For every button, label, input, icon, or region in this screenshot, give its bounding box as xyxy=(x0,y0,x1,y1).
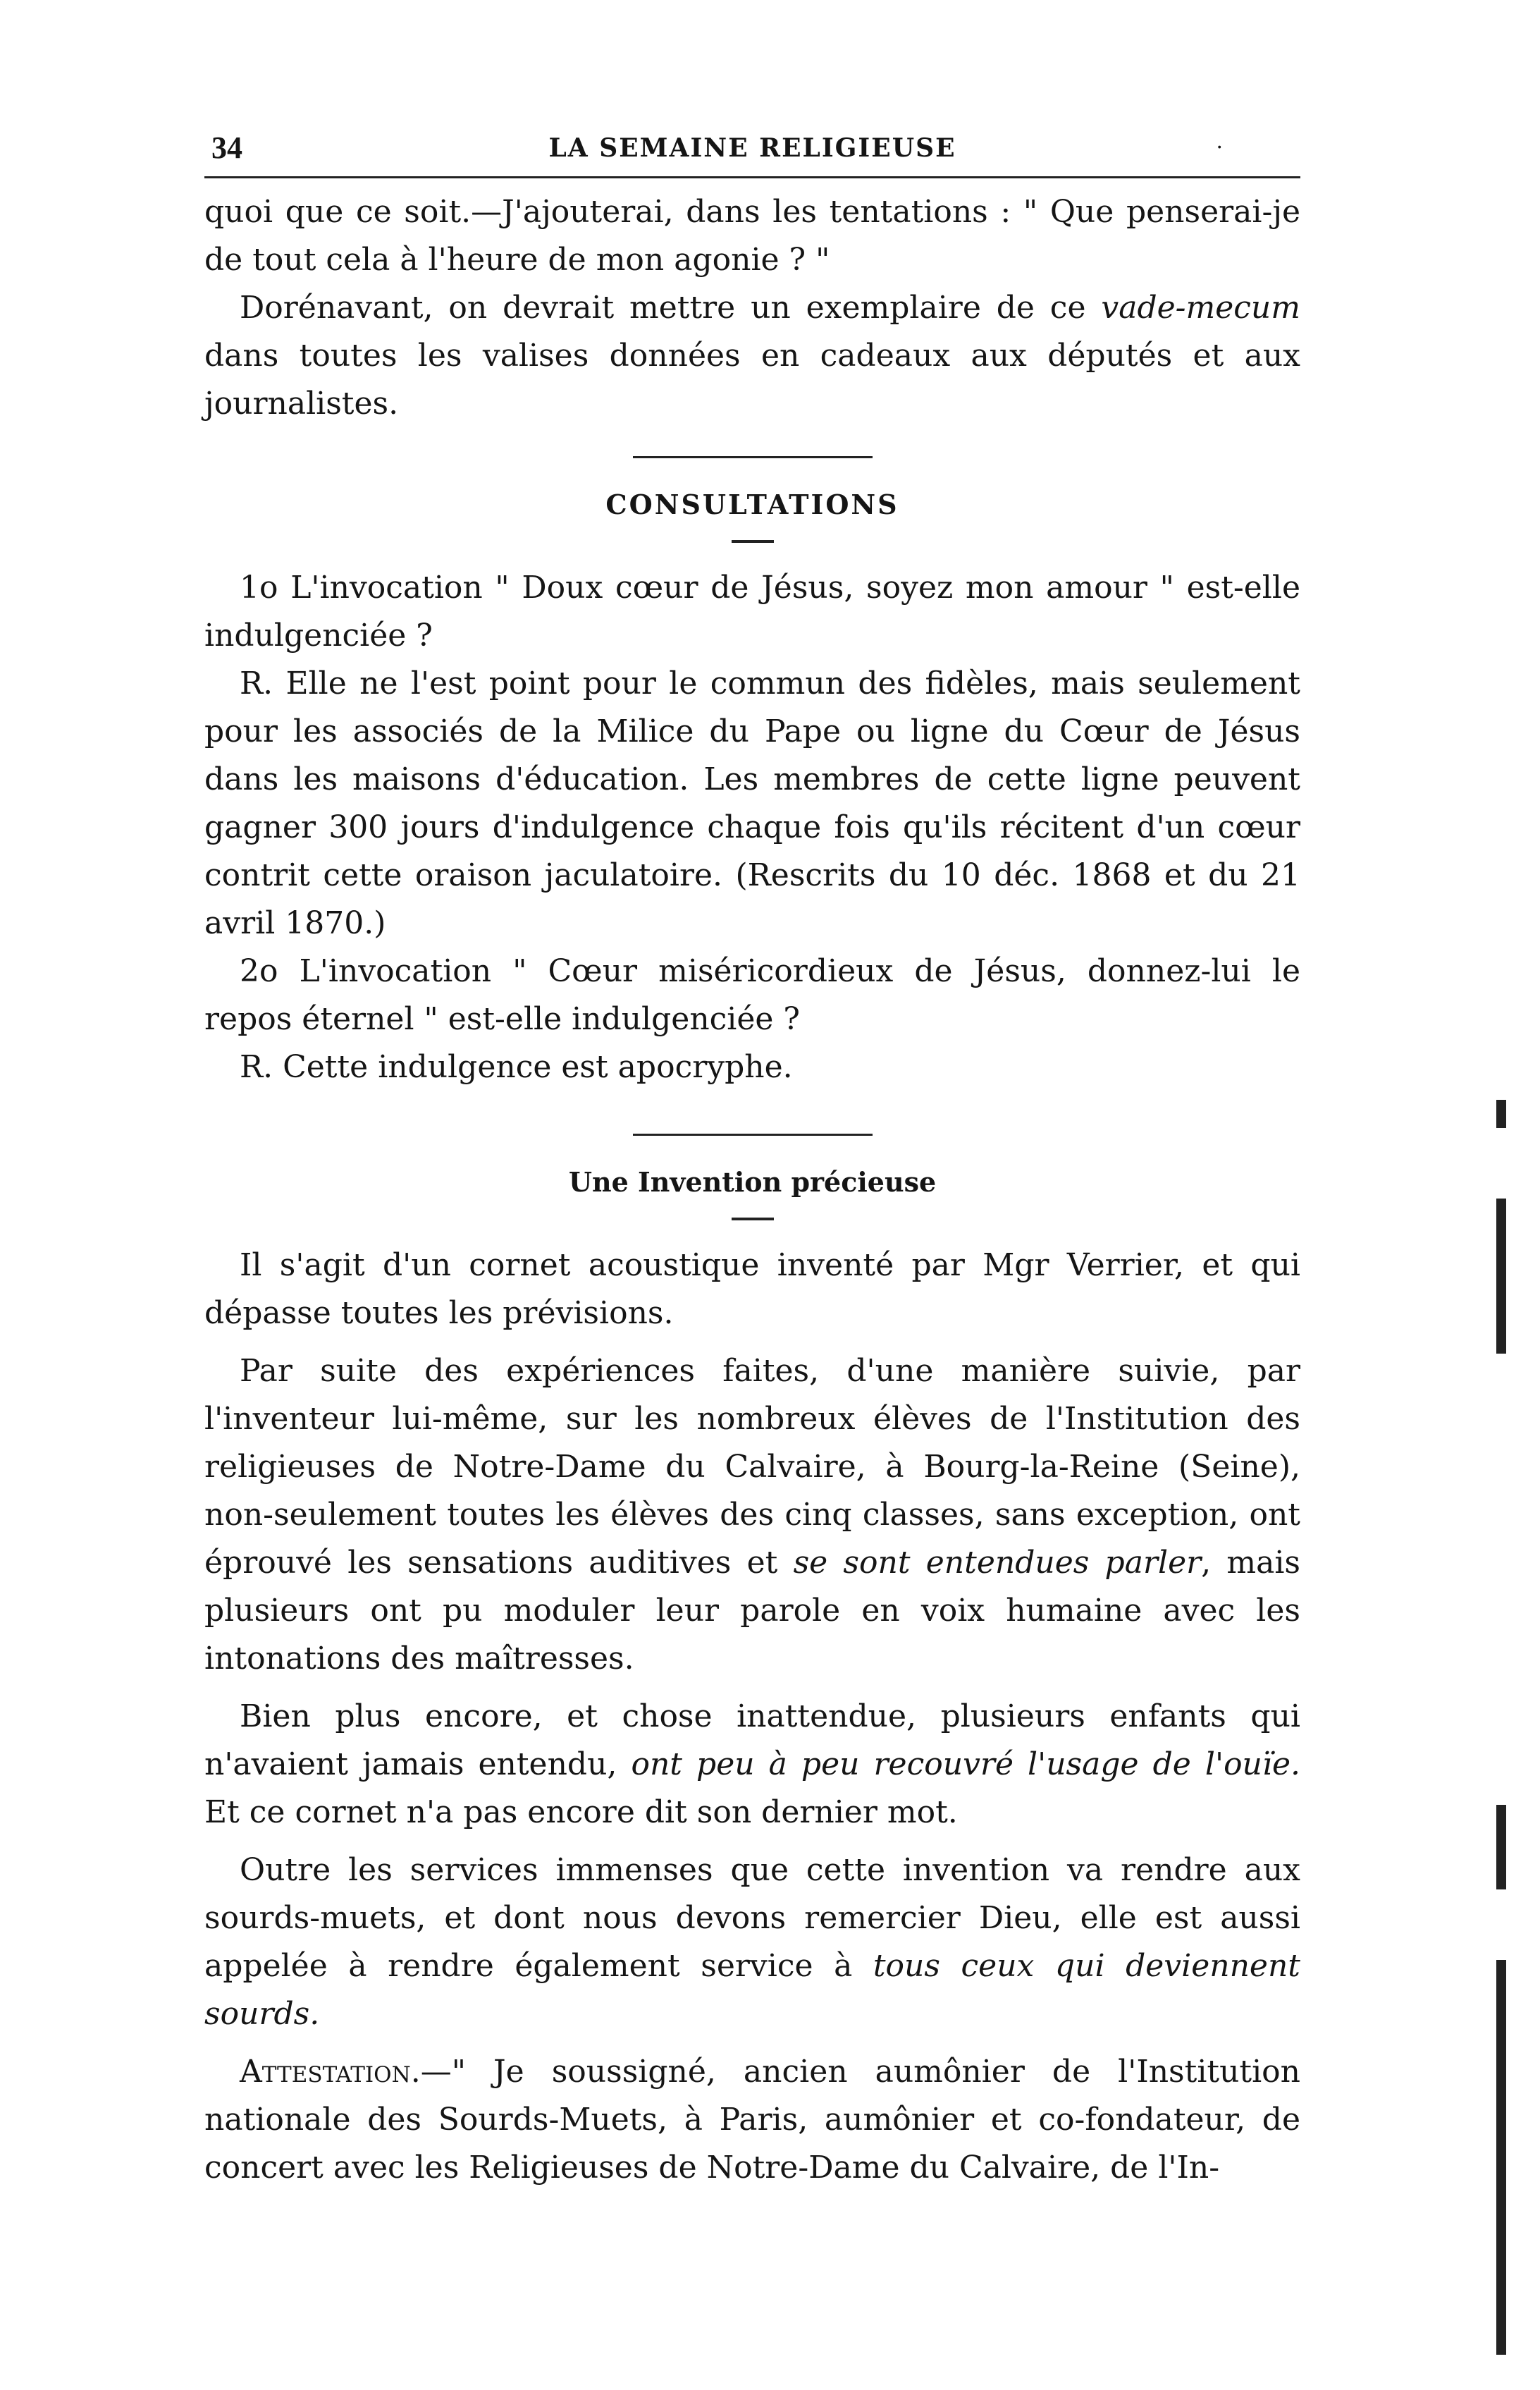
italic-run: se sont entendues parler xyxy=(793,1545,1202,1581)
intro-paragraph-1: quoi que ce soit.—J'ajouterai, dans les tentations : " Que penserai-je de tout cela à l'heure de mon agonie ? " xyxy=(204,194,1300,278)
page-number: 34 xyxy=(211,130,242,165)
text-run: , mais plusieurs ont pu moduler leur parole en voix humaine avec les intonations des maîtresses. xyxy=(204,1545,1300,1677)
text-run: —" Je soussigné, ancien aumônier de l'Institution nationale des Sourds-Muets, à Paris, aumônier et co-fondateur, de concert avec les Religieuses de Notre-Dame du Calvaire, de l'In- xyxy=(204,2054,1300,2186)
consultations-title: CONSULTATIONS xyxy=(605,489,899,520)
scan-edge-mark xyxy=(1496,1960,1506,2355)
answer-2: R. Cette indulgence est apocryphe. xyxy=(240,1049,793,1085)
text-run: Par suite des expériences faites, d'une manière suivie, par l'inventeur lui-même, sur les nombreux élèves de l'Institution des religieuses de Notre-Dame du Calvaire, à Bourg-la-Reine (Seine), non-seulement toutes les élèves des cinq classes, sans exception, ont éprouvé les sensations auditives et xyxy=(204,1353,1300,1581)
section-divider xyxy=(633,1134,873,1136)
invention-title: Une Invention précieuse xyxy=(568,1166,937,1198)
invention-paragraph-2 xyxy=(204,1347,1300,1683)
header-rule xyxy=(204,176,1300,178)
page-header xyxy=(204,120,1300,176)
invention-paragraph-3 xyxy=(204,1693,1300,1837)
italic-run: ont peu à peu recouvré l'usage de l'ouïe. xyxy=(631,1746,1300,1782)
section-divider xyxy=(633,456,873,458)
text-run: Dorénavant, on devrait mettre un exemplaire de ce xyxy=(240,290,1102,326)
scan-edge-mark xyxy=(1496,1100,1506,1128)
title-dash xyxy=(732,1218,774,1220)
italic-run: tous ceux qui deviennent sourds. xyxy=(204,1948,1300,2032)
invention-paragraph-1: Il s'agit d'un cornet acoustique inventé par Mgr Verrier, et qui dépasse toutes les prévisions. xyxy=(204,1247,1300,1331)
running-title: LA SEMAINE RELIGIEUSE xyxy=(548,133,956,163)
text-run: Bien plus encore, et chose inattendue, plusieurs enfants qui n'avaient jamais entendu, xyxy=(204,1698,1300,1782)
document-page xyxy=(204,120,1300,2192)
text-run: dans toutes les valises données en cadeaux aux députés et aux journalistes. xyxy=(204,338,1300,422)
attestation-paragraph xyxy=(204,2048,1300,2192)
attestation-label: Attestation. xyxy=(240,2054,421,2090)
text-run: Et ce cornet n'a pas encore dit son dernier mot. xyxy=(204,1794,958,1830)
question-1: 1o L'invocation " Doux cœur de Jésus, soyez mon amour " est-elle indulgenciée ? xyxy=(204,570,1300,654)
italic-run: vade-mecum xyxy=(1101,290,1300,326)
intro-paragraph-2 xyxy=(204,284,1300,428)
scan-edge-mark xyxy=(1496,1199,1506,1354)
answer-1: R. Elle ne l'est point pour le commun des fidèles, mais seulement pour les associés de la Milice du Pape ou ligne du Cœur de Jésus dans les maisons d'éducation. Les membres de cette ligne peuvent gagner 300 jours d'indulgence chaque fois qu'ils récitent d'un cœur contrit cette oraison jaculatoire. (Rescrits du 10 déc. 1868 et du 21 avril 1870.) xyxy=(204,666,1300,941)
question-2: 2o L'invocation " Cœur miséricordieux de Jésus, donnez-lui le repos éternel " est-elle indulgenciée ? xyxy=(204,953,1300,1037)
invention-paragraph-4 xyxy=(204,1846,1300,2038)
title-dash xyxy=(732,540,774,543)
header-mark: · xyxy=(1216,135,1223,160)
scan-edge-mark xyxy=(1496,1805,1506,1889)
text-run: Outre les services immenses que cette invention va rendre aux sourds-muets, et dont nous devons remercier Dieu, elle est aussi appelée à rendre également service à xyxy=(204,1852,1300,1984)
